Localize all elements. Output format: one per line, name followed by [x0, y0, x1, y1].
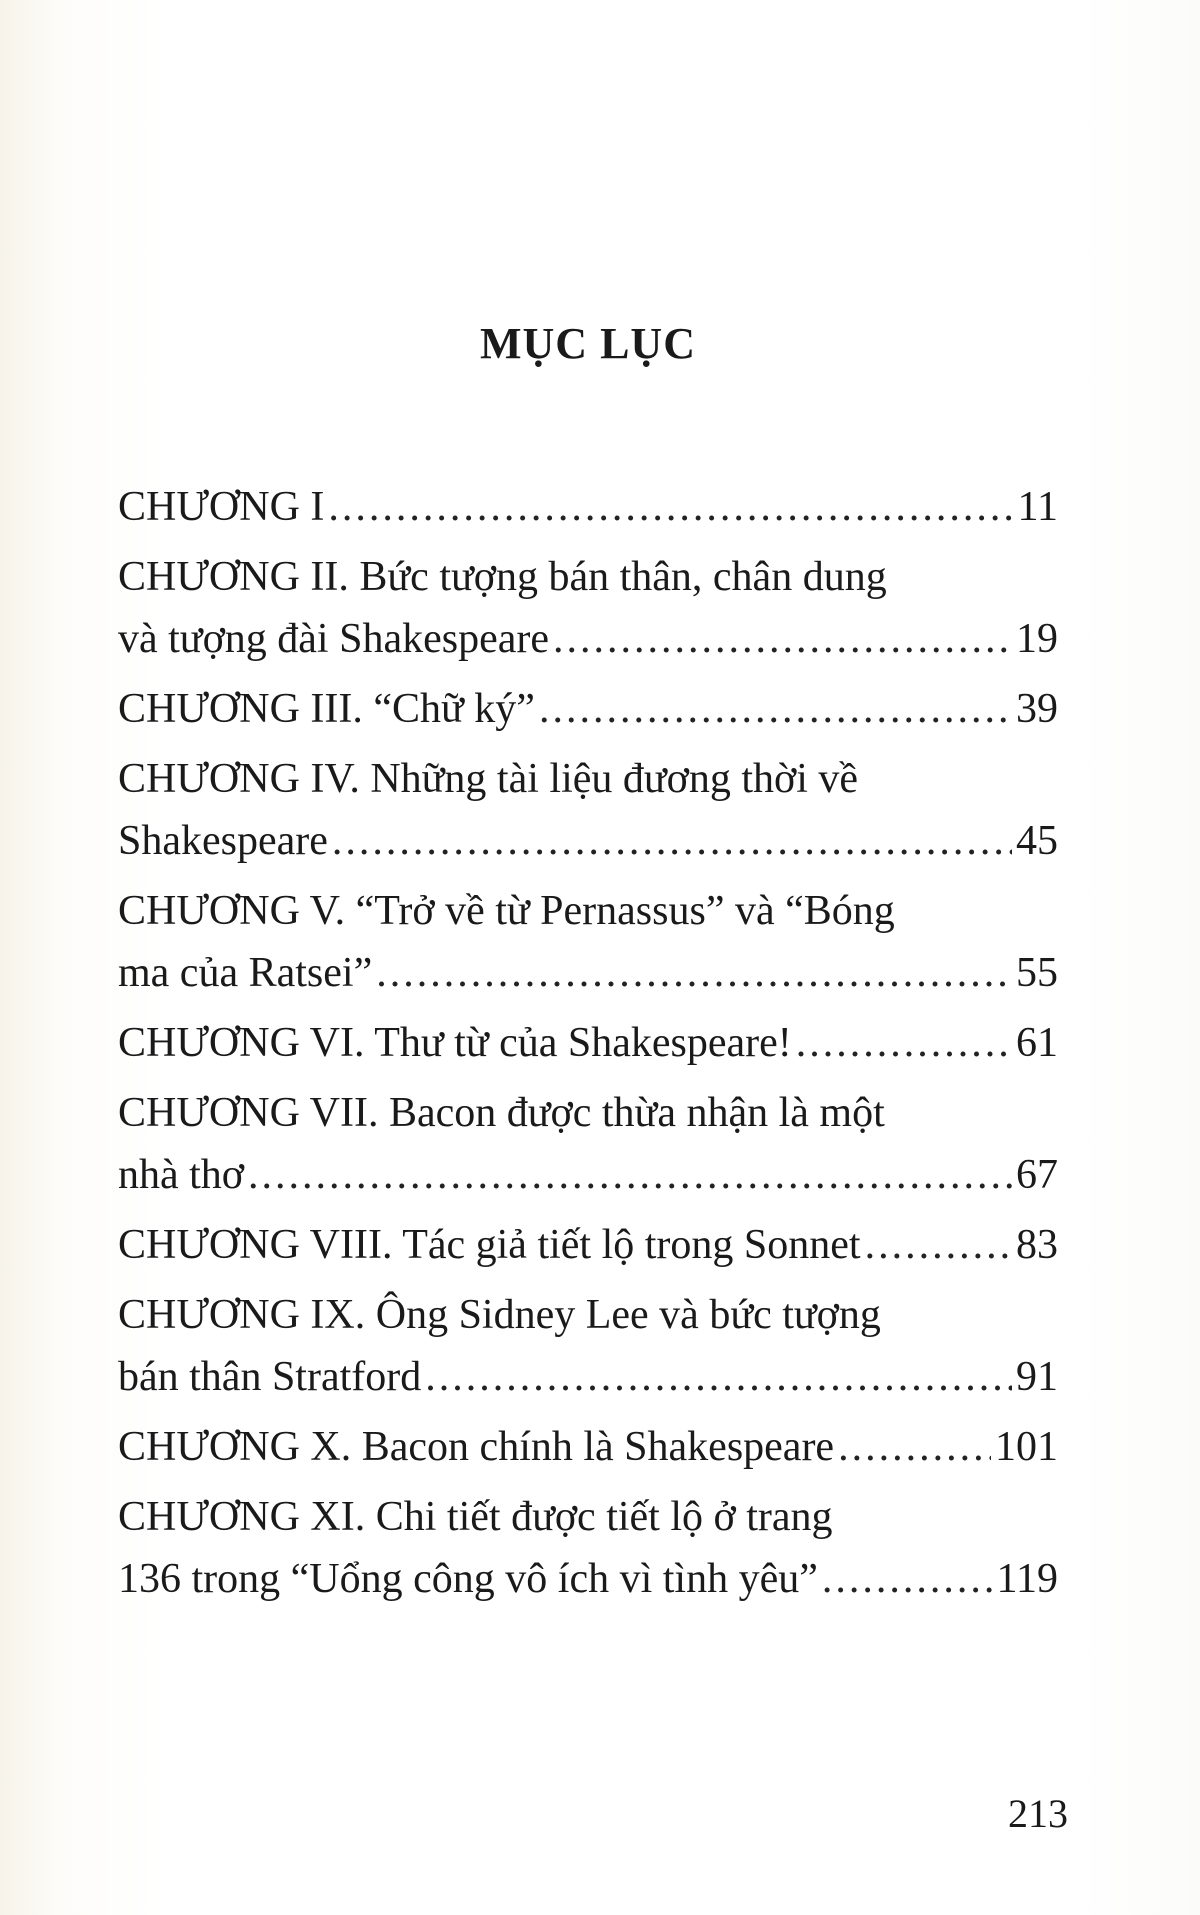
toc-entry-title: CHƯƠNG VI. Thư từ của Shakespeare!	[118, 1020, 792, 1066]
dot-leader	[332, 810, 1012, 872]
toc-entry-10	[118, 1416, 1058, 1478]
toc-page-number: 19	[1016, 616, 1058, 662]
toc-page-number: 91	[1016, 1354, 1058, 1400]
toc-entry-title: bán thân Stratford	[118, 1354, 422, 1400]
dot-leader	[376, 942, 1012, 1004]
toc-row	[118, 608, 1058, 670]
dot-leader	[425, 1346, 1012, 1408]
toc-page-number: 11	[1017, 484, 1058, 530]
toc-entry-2	[118, 546, 1058, 670]
toc-page-number: 83	[1016, 1222, 1058, 1268]
dot-leader	[796, 1012, 1012, 1074]
toc-row	[118, 810, 1058, 872]
toc-row	[118, 476, 1058, 538]
toc-entry-title-line: CHƯƠNG XI. Chi tiết được tiết lộ ở trang	[118, 1494, 833, 1540]
toc-entry-title-line: CHƯƠNG II. Bức tượng bán thân, chân dung	[118, 554, 887, 600]
toc-entry-title-line: CHƯƠNG V. “Trở về từ Pernassus” và “Bóng	[118, 888, 895, 934]
dot-leader	[865, 1214, 1012, 1276]
toc-entry-11	[118, 1486, 1058, 1610]
toc-page-number: 39	[1016, 686, 1058, 732]
toc-entry-title: CHƯƠNG X. Bacon chính là Shakespeare	[118, 1424, 835, 1470]
toc-page-number: 45	[1016, 818, 1058, 864]
toc-entry-title: CHƯƠNG I	[118, 484, 325, 530]
toc-row	[118, 942, 1058, 1004]
toc-page-number: 67	[1016, 1152, 1058, 1198]
toc-entry-9	[118, 1284, 1058, 1408]
toc-row	[118, 1012, 1058, 1074]
toc-entry-title: ma của Ratsei”	[118, 950, 373, 996]
toc-row	[118, 1346, 1058, 1408]
dot-leader	[838, 1416, 991, 1478]
toc-page-number: 55	[1016, 950, 1058, 996]
toc-page-number: 61	[1016, 1020, 1058, 1066]
toc-entry-8	[118, 1214, 1058, 1276]
toc-entry-title: nhà thơ	[118, 1152, 245, 1198]
page-number: 213	[1008, 1791, 1068, 1836]
table-of-contents	[118, 476, 1058, 1618]
dot-leader	[328, 476, 1013, 538]
toc-entry-3	[118, 678, 1058, 740]
dot-leader	[822, 1548, 993, 1610]
toc-row	[118, 1214, 1058, 1276]
toc-row	[118, 1416, 1058, 1478]
toc-page-number: 119	[996, 1556, 1058, 1602]
toc-entry-4	[118, 748, 1058, 872]
toc-entry-title: 136 trong “Uổng công vô ích vì tình yêu”	[118, 1556, 818, 1602]
toc-entry-title: Shakespeare	[118, 818, 328, 864]
toc-row	[118, 1548, 1058, 1610]
toc-page-number: 101	[995, 1424, 1058, 1470]
toc-entry-6	[118, 1012, 1058, 1074]
dot-leader	[248, 1144, 1012, 1206]
toc-row	[118, 1144, 1058, 1206]
toc-entry-7	[118, 1082, 1058, 1206]
toc-entry-title: CHƯƠNG VIII. Tác giả tiết lộ trong Sonnet	[118, 1222, 861, 1268]
dot-leader	[539, 678, 1012, 740]
toc-entry-title: và tượng đài Shakespeare	[118, 616, 549, 662]
toc-row	[118, 678, 1058, 740]
toc-entry-5	[118, 880, 1058, 1004]
toc-entry-title: CHƯƠNG III. “Chữ ký”	[118, 686, 535, 732]
toc-entry-title-line: CHƯƠNG IX. Ông Sidney Lee và bức tượng	[118, 1292, 881, 1338]
toc-entry-title-line: CHƯƠNG IV. Những tài liệu đương thời về	[118, 756, 859, 802]
toc-entry-title-line: CHƯƠNG VII. Bacon được thừa nhận là một	[118, 1090, 885, 1136]
dot-leader	[553, 608, 1012, 670]
page-title: MỤC LỤC	[480, 319, 696, 368]
toc-entry-1	[118, 476, 1058, 538]
